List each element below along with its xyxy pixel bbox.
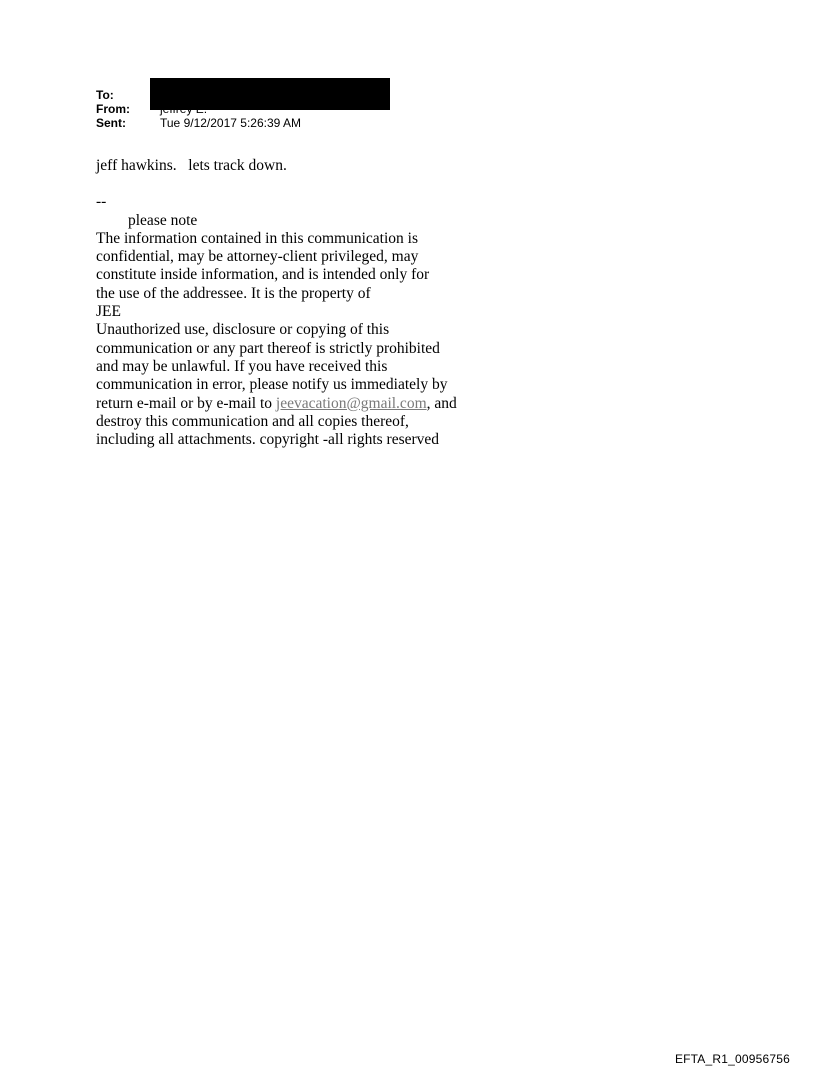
- message-text: jeff hawkins. lets track down.: [96, 157, 287, 174]
- disclaimer-line-with-link: [96, 395, 496, 413]
- please-note: please note: [128, 211, 198, 229]
- email-link[interactable]: jeevacation@gmail.com: [275, 394, 427, 412]
- disclaimer-line: communication in error, please notify us immediately by: [96, 376, 448, 394]
- return-line-suffix: , and: [426, 394, 457, 412]
- from-label: From:: [96, 102, 130, 116]
- disclaimer-line: The information contained in this communication is: [96, 229, 418, 247]
- from-value: jeffrey E.: [160, 102, 208, 116]
- sent-value: Tue 9/12/2017 5:26:39 AM: [160, 116, 301, 130]
- email-body: [96, 157, 496, 449]
- disclaimer-line: Unauthorized use, disclosure or copying of this: [96, 321, 390, 339]
- disclaimer-line: destroy this communication and all copies thereof,: [96, 412, 409, 430]
- return-line-prefix: return e-mail or by e-mail to: [96, 394, 276, 412]
- disclaimer-line: including all attachments. copyright -all rights reserved: [96, 431, 440, 449]
- disclaimer-line: confidential, may be attorney-client privileged, may: [96, 248, 419, 266]
- sent-label: Sent:: [96, 116, 126, 130]
- disclaimer-line: and may be unlawful. If you have received this: [96, 357, 388, 375]
- disclaimer-line: the use of the addressee. It is the property of: [96, 284, 371, 302]
- bates-number: EFTA_R1_00956756: [674, 1052, 790, 1066]
- disclaimer-line: communication or any part thereof is strictly prohibited: [96, 339, 440, 357]
- to-label: To:: [96, 88, 114, 102]
- disclaimer-line: JEE: [96, 303, 121, 321]
- disclaimer-line: constitute inside information, and is intended only for: [96, 266, 430, 284]
- signature-separator: --: [96, 193, 107, 211]
